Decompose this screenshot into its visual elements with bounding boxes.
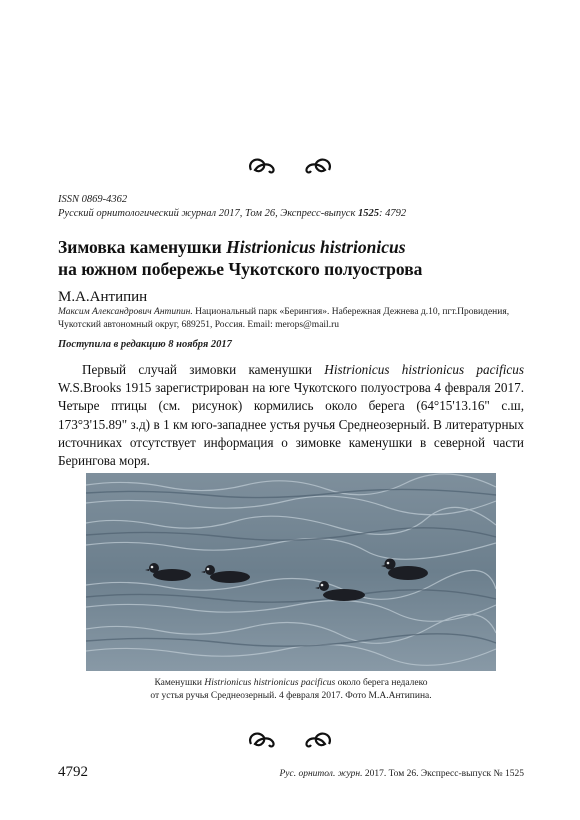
- ornament-icon: [245, 726, 335, 752]
- journal-line: [58, 208, 406, 219]
- affiliation: [58, 306, 528, 332]
- issue-info: 2017. Том 26. Экспресс-выпуск № 1525: [362, 769, 524, 779]
- ornament-icon: [245, 152, 335, 178]
- journal-abbr: Рус. орнитол. журн.: [279, 769, 363, 779]
- issue-number: 1525: [358, 208, 379, 219]
- article-body: [58, 361, 524, 470]
- affiliation-name: Максим Александрович Антипин.: [58, 307, 193, 317]
- caption-part2: около берега недалеко: [335, 678, 428, 688]
- article-title: [58, 236, 528, 280]
- body-part1: Первый случай зимовки каменушки: [82, 362, 325, 377]
- title-prefix: Зимовка каменушки: [58, 237, 227, 257]
- caption-line2: от устья ручья Среднеозерный. 4 февраля 2017. Фото М.А.Антипина.: [150, 691, 432, 701]
- issue-pages: : 4792: [379, 208, 407, 219]
- caption-species: Histrionicus histrionicus pacificus: [204, 678, 336, 688]
- body-part2: W.S.Brooks 1915 зарегистрирован на юге Чукотского полуострова 4 февраля 2017. Четыре птицы (см. рисунок) кормились около берега (64°15'13.16" с.ш, 173°3'15.89" з.д) в 1 км юго-западнее устья ручья Среднеозерный. В литературных источниках отсутствует информация о зимовке каменушки в северной части Берингова моря.: [58, 380, 524, 469]
- author-name: М.А.Антипин: [58, 289, 148, 305]
- caption-part1: Каменушки: [154, 678, 205, 688]
- title-species: Histrionicus histrionicus: [226, 237, 406, 257]
- body-species: Histrionicus histrionicus pacificus: [324, 362, 524, 377]
- figure-caption: [58, 677, 524, 703]
- issn-line: ISSN 0869-4362: [58, 194, 128, 205]
- received-date: Поступила в редакцию 8 ноября 2017: [58, 339, 232, 350]
- title-line2: на южном побережье Чукотского полуострова: [58, 259, 423, 279]
- running-footer: [279, 769, 524, 779]
- affiliation-text: Национальный парк «Берингия». Набережная Дежнева д.10, пгт.Провидения, Чукотский автономный округ, 689251, Россия. Email: merops@mail.ru: [58, 307, 510, 330]
- top-ornament: [0, 152, 580, 185]
- bottom-ornament: [0, 726, 580, 759]
- page-number: 4792: [58, 764, 88, 780]
- photo-ducks-on-water: [86, 473, 496, 671]
- journal-prefix: Русский орнитологический журнал 2017, Том 26, Экспресс-выпуск: [58, 208, 358, 219]
